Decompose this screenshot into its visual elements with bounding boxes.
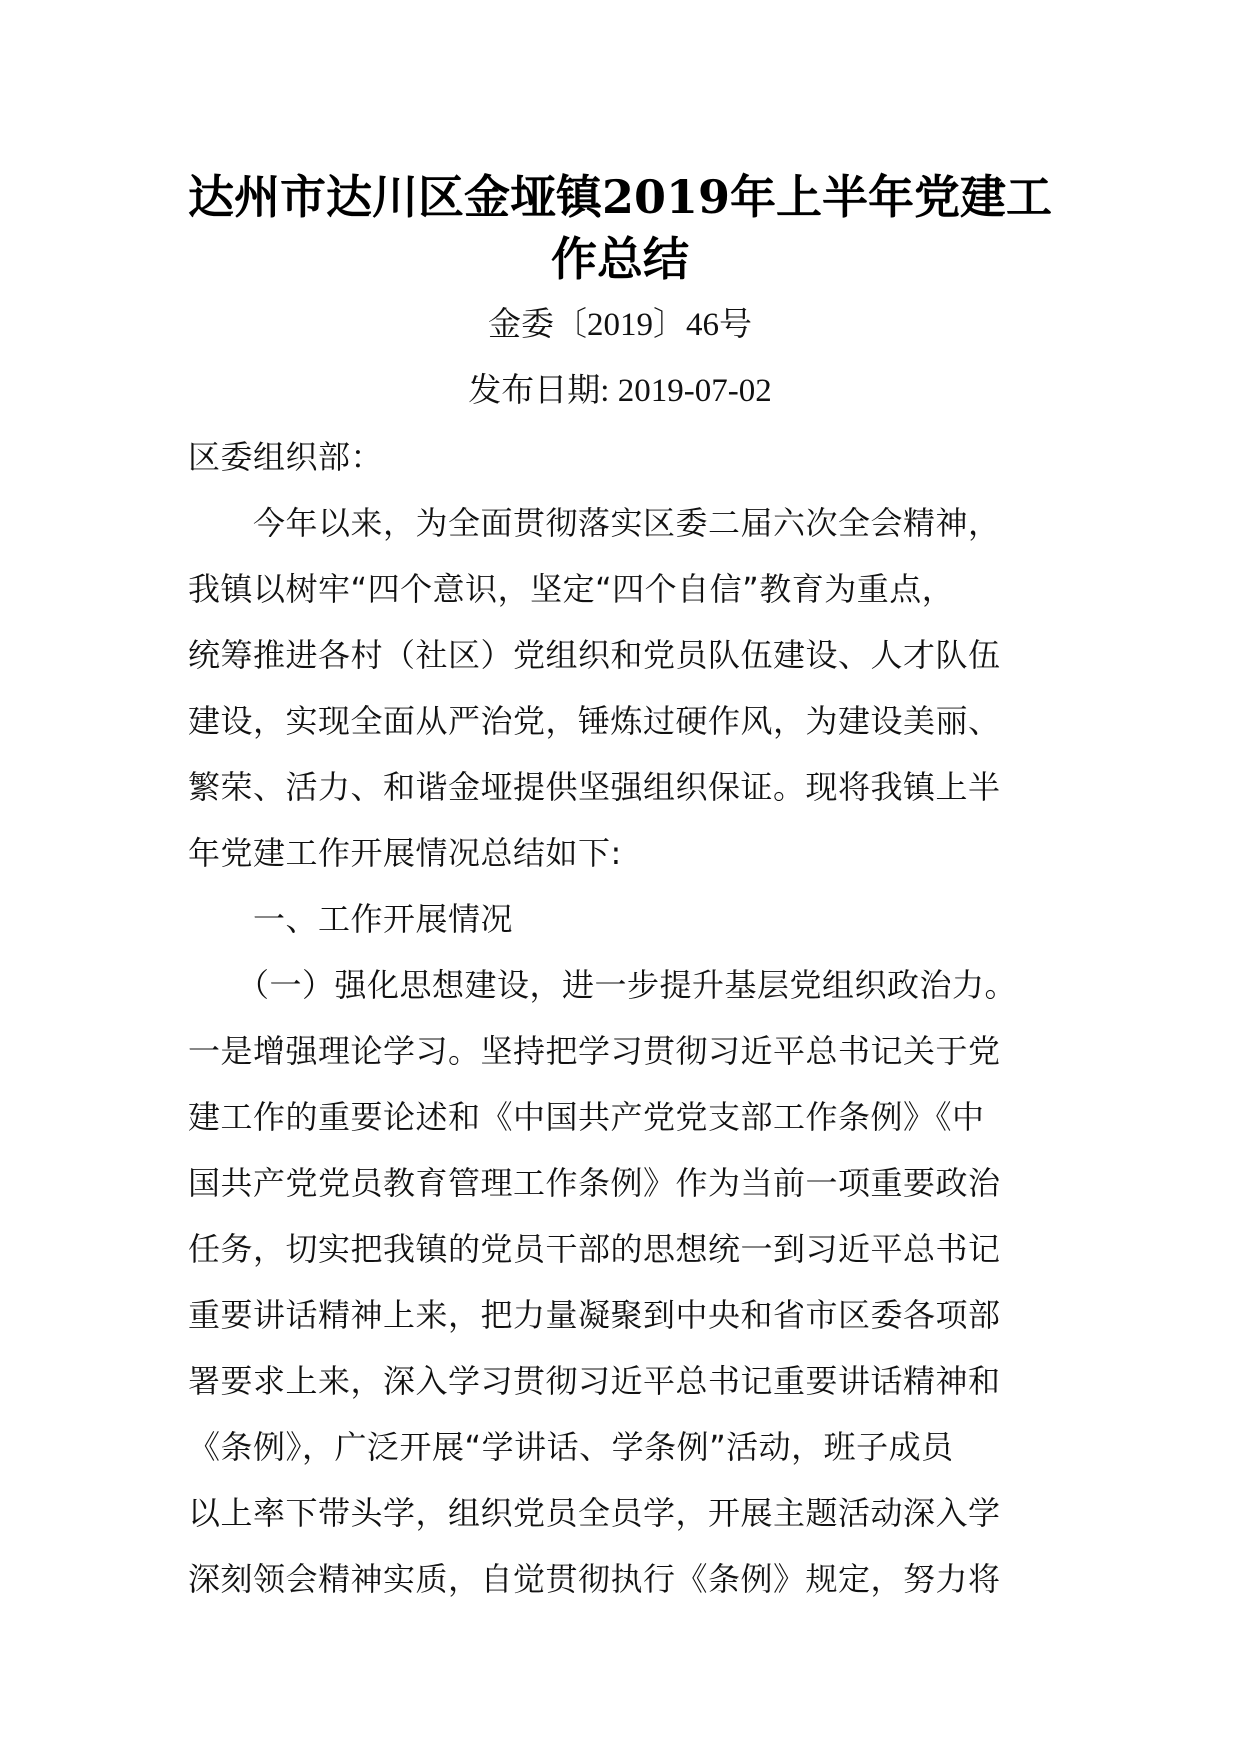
body-line: 署要求上来，深入学习贯彻习近平总书记重要讲话精神和 <box>188 1362 1001 1400</box>
body-line: 我镇以树牢“四个意识，坚定“四个自信”教育为重点， <box>188 570 955 608</box>
document-title-line-2: 作总结 <box>551 232 689 286</box>
publish-date: 发布日期: 2019-07-02 <box>468 373 772 409</box>
body-line: 重要讲话精神上来，把力量凝聚到中央和省市区委各项部 <box>188 1296 1001 1334</box>
subsection-heading: （一）强化思想建设，进一步提升基层党组织政治力。 <box>188 966 1018 1004</box>
section-heading: 一、工作开展情况 <box>188 900 514 938</box>
body-line: 建工作的重要论述和《中国共产党党支部工作条例》《中 <box>188 1098 985 1136</box>
body-line: 统筹推进各村（社区）党组织和党员队伍建设、人才队伍 <box>188 636 1001 674</box>
body-line: 今年以来，为全面贯彻落实区委二届六次全会精神， <box>188 504 1001 542</box>
body-line: 繁荣、活力、和谐金垭提供坚强组织保证。现将我镇上半 <box>188 768 1001 806</box>
body-line: 以上率下带头学，组织党员全员学，开展主题活动深入学 <box>188 1494 1001 1532</box>
body-line: 建设，实现全面从严治党，锤炼过硬作风，为建设美丽、 <box>188 702 1001 740</box>
body-line: 任务，切实把我镇的党员干部的思想统一到习近平总书记 <box>188 1230 1001 1268</box>
body-line: 一是增强理论学习。坚持把学习贯彻习近平总书记关于党 <box>188 1032 1001 1070</box>
body-line: 年党建工作开展情况总结如下: <box>188 834 622 872</box>
body-line: 深刻领会精神实质，自觉贯彻执行《条例》规定，努力将 <box>188 1560 1001 1598</box>
document-title-line-1: 达州市达川区金垭镇2019年上半年党建工 <box>187 170 1053 224</box>
body-line: 国共产党党员教育管理工作条例》作为当前一项重要政治 <box>188 1164 1001 1202</box>
addressee: 区委组织部： <box>188 438 384 476</box>
document-number: 金委〔2019〕46号 <box>488 307 752 343</box>
body-line: 《条例》，广泛开展“学讲话、学条例”活动，班子成员 <box>188 1428 954 1466</box>
